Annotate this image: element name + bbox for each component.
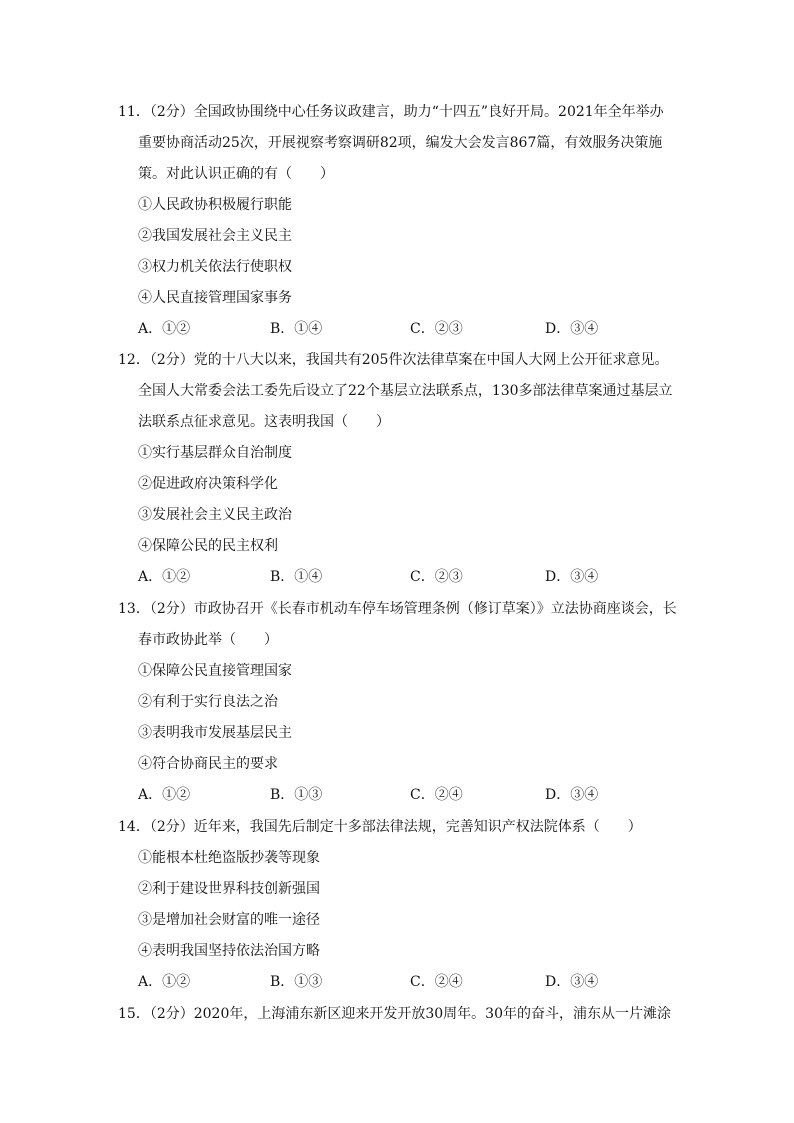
- question-stem-line: 策。对此认识正确的有（ ）: [138, 166, 334, 182]
- answer-choices: [138, 967, 678, 998]
- choice-c: C．②③: [410, 569, 463, 585]
- question-stem-line: 11．（2分）全国政协围绕中心任务议政建言，助力“十四五”良好开局。2021年全年举办: [118, 104, 664, 120]
- question-stem-line: 15．（2分）2020年，上海浦东新区迎来开发开放30周年。30年的奋斗，浦东从一片滩涂: [118, 1006, 671, 1022]
- question-stem-line: 12．（2分）党的十八大以来，我国共有205件次法律草案在中国人大网上公开征求意见。: [118, 352, 669, 368]
- question-12: [118, 345, 678, 593]
- question-14: [118, 812, 678, 998]
- choice-c: C．②③: [410, 321, 463, 337]
- choice-a: A．①②: [138, 321, 191, 337]
- statement-option: ③表明我市发展基层民主: [138, 725, 292, 741]
- statement-option: ②有利于实行良法之治: [138, 694, 278, 710]
- statement-option: ①能根本杜绝盗版抄袭等现象: [138, 850, 320, 866]
- choice-a: A．①②: [138, 569, 191, 585]
- choice-b: B．①③: [270, 974, 323, 990]
- question-stem-line: 法联系点征求意见。这表明我国（ ）: [138, 414, 390, 430]
- statement-option: ③是增加社会财富的唯一途径: [138, 912, 320, 928]
- statement-option: ②利于建设世界科技创新强国: [138, 881, 320, 897]
- statement-option: ①人民政协积极履行职能: [138, 197, 292, 213]
- statement-option: ②促进政府决策科学化: [138, 476, 278, 492]
- statement-option: ④符合协商民主的要求: [138, 756, 278, 772]
- choice-b: B．①③: [270, 787, 323, 803]
- answer-choices: [138, 562, 678, 593]
- choice-b: B．①④: [270, 569, 323, 585]
- answer-choices: [138, 780, 678, 811]
- choice-a: A．①②: [138, 974, 191, 990]
- statement-option: ②我国发展社会主义民主: [138, 228, 292, 244]
- statement-option: ①实行基层群众自治制度: [138, 445, 292, 461]
- choice-c: C．②④: [410, 787, 463, 803]
- statement-option: ③发展社会主义民主政治: [138, 507, 292, 523]
- choice-d: D．③④: [545, 974, 599, 990]
- choice-d: D．③④: [545, 321, 599, 337]
- statement-option: ①保障公民直接管理国家: [138, 663, 292, 679]
- statement-option: ④保障公民的民主权利: [138, 538, 278, 554]
- question-15: [118, 999, 678, 1030]
- choice-d: D．③④: [545, 569, 599, 585]
- question-13: [118, 594, 678, 811]
- statement-option: ③权力机关依法行使职权: [138, 259, 292, 275]
- statement-option: ④人民直接管理国家事务: [138, 290, 292, 306]
- statement-option: ④表明我国坚持依法治国方略: [138, 943, 320, 959]
- question-stem-line: 13．（2分）市政协召开《长春市机动车停车场管理条例（修订草案）》立法协商座谈会，长: [118, 601, 677, 617]
- choice-a: A．①②: [138, 787, 191, 803]
- question-11: [118, 97, 678, 345]
- question-stem-line: 14．（2分）近年来，我国先后制定十多部法律法规，完善知识产权法院体系（ ）: [118, 819, 642, 835]
- answer-choices: [138, 314, 678, 345]
- question-stem-line: 春市政协此举（ ）: [138, 632, 278, 648]
- question-stem-line: 全国人大常委会法工委先后设立了22个基层立法联系点，130多部法律草案通过基层立: [138, 383, 673, 399]
- choice-d: D．③④: [545, 787, 599, 803]
- question-stem-line: 重要协商活动25次，开展视察考察调研82项，编发大会发言867篇，有效服务决策施: [138, 135, 663, 151]
- choice-c: C．②④: [410, 974, 463, 990]
- choice-b: B．①④: [270, 321, 323, 337]
